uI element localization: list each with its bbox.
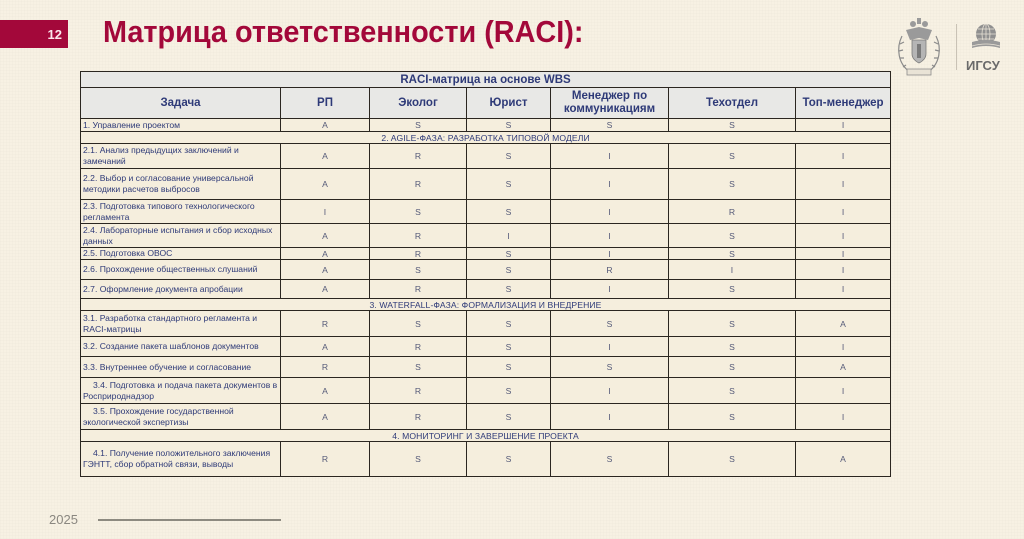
raci-cell: R <box>370 378 467 404</box>
table-row <box>81 357 891 378</box>
raci-cell: A <box>281 224 370 248</box>
table-row <box>81 169 891 200</box>
raci-matrix-table <box>80 71 891 477</box>
raci-cell: S <box>370 260 467 280</box>
igsu-logo-text: ИГСУ <box>966 58 1000 73</box>
table-row <box>81 280 891 299</box>
raci-cell: S <box>551 357 669 378</box>
raci-cell: R <box>370 224 467 248</box>
table-row <box>81 260 891 280</box>
raci-cell: S <box>551 311 669 337</box>
raci-cell: S <box>467 404 551 430</box>
raci-cell: A <box>281 248 370 260</box>
raci-cell: R <box>669 200 796 224</box>
raci-cell: I <box>796 260 891 280</box>
slide-number-badge <box>0 20 68 48</box>
raci-cell: R <box>281 357 370 378</box>
raci-cell: I <box>551 378 669 404</box>
raci-cell: R <box>370 169 467 200</box>
raci-cell: A <box>281 144 370 169</box>
column-header-ecologist: Эколог <box>370 88 467 119</box>
column-header-pm: РП <box>281 88 370 119</box>
column-header-comms-manager: Менеджер по коммуникациям <box>551 88 669 119</box>
table-row <box>81 144 891 169</box>
raci-cell: S <box>467 280 551 299</box>
raci-cell: I <box>796 280 891 299</box>
column-header-task: Задача <box>81 88 281 119</box>
table-row <box>81 200 891 224</box>
raci-cell: S <box>370 442 467 477</box>
column-header-top-manager: Топ-менеджер <box>796 88 891 119</box>
task-label: 3.2. Создание пакета шаблонов документов <box>81 337 281 357</box>
table-row <box>81 311 891 337</box>
raci-cell: S <box>669 357 796 378</box>
task-label: 2.7. Оформление документа апробации <box>81 280 281 299</box>
raci-cell: A <box>796 442 891 477</box>
raci-cell: I <box>281 200 370 224</box>
raci-cell: I <box>551 224 669 248</box>
raci-cell: A <box>281 337 370 357</box>
table-row <box>81 248 891 260</box>
raci-cell: S <box>669 378 796 404</box>
raci-cell: A <box>796 357 891 378</box>
raci-cell: I <box>796 119 891 132</box>
raci-cell: S <box>467 378 551 404</box>
raci-cell: I <box>796 224 891 248</box>
task-label: 3.1. Разработка стандартного регламента и RACI-матрицы <box>81 311 281 337</box>
table-header-row <box>81 88 891 119</box>
raci-cell: A <box>281 169 370 200</box>
raci-cell: S <box>467 200 551 224</box>
task-label: 3.5. Прохождение государственной экологической экспертизы <box>81 404 281 430</box>
task-label: 3.3. Внутреннее обучение и согласование <box>81 357 281 378</box>
table-row <box>81 224 891 248</box>
phase-row <box>81 299 891 311</box>
table-row <box>81 404 891 430</box>
raci-cell: S <box>669 337 796 357</box>
task-label: 2.5. Подготовка ОВОС <box>81 248 281 260</box>
raci-cell: I <box>551 144 669 169</box>
raci-cell: I <box>551 169 669 200</box>
column-header-lawyer: Юрист <box>467 88 551 119</box>
raci-cell: R <box>370 280 467 299</box>
raci-cell: S <box>669 169 796 200</box>
raci-cell: S <box>370 200 467 224</box>
task-label: 2.6. Прохождение общественных слушаний <box>81 260 281 280</box>
raci-cell: R <box>370 248 467 260</box>
slide-title: Матрица ответственности (RACI): <box>103 14 584 49</box>
column-header-tech-dept: Техотдел <box>669 88 796 119</box>
raci-cell: I <box>796 144 891 169</box>
table-row <box>81 337 891 357</box>
raci-cell: I <box>796 248 891 260</box>
footer-year: 2025 <box>49 512 78 527</box>
raci-cell: R <box>551 260 669 280</box>
raci-cell: S <box>467 260 551 280</box>
raci-cell: S <box>551 442 669 477</box>
raci-cell: A <box>281 404 370 430</box>
raci-cell: I <box>551 337 669 357</box>
raci-cell: S <box>669 280 796 299</box>
phase-row <box>81 430 891 442</box>
task-label: 4.1. Получение положительного заключения ГЭНТТ, сбор обратной связи, выводы <box>81 442 281 477</box>
raci-cell: S <box>370 119 467 132</box>
raci-cell: I <box>551 404 669 430</box>
raci-cell: A <box>281 119 370 132</box>
task-label: 2.3. Подготовка типового технологического регламента <box>81 200 281 224</box>
task-label: 2.2. Выбор и согласование универсальной методики расчетов выбросов <box>81 169 281 200</box>
raci-cell: R <box>281 442 370 477</box>
raci-cell: S <box>467 357 551 378</box>
logos <box>890 10 1024 80</box>
phase-label: 2. AGILE-ФАЗА: РАЗРАБОТКА ТИПОВОЙ МОДЕЛИ <box>81 132 891 144</box>
raci-cell: A <box>796 311 891 337</box>
raci-cell: S <box>669 224 796 248</box>
raci-cell: I <box>796 404 891 430</box>
igsu-globe-book-icon <box>968 22 1004 52</box>
raci-cell: I <box>796 169 891 200</box>
raci-cell: R <box>370 144 467 169</box>
raci-cell: R <box>370 404 467 430</box>
raci-cell: S <box>669 404 796 430</box>
table-row <box>81 119 891 132</box>
raci-cell: I <box>551 248 669 260</box>
raci-cell: S <box>669 311 796 337</box>
raci-cell: I <box>467 224 551 248</box>
task-label: 3.4. Подготовка и подача пакета документов в Росприроднадзор <box>81 378 281 404</box>
raci-cell: S <box>370 357 467 378</box>
raci-cell: R <box>281 311 370 337</box>
raci-cell: S <box>467 442 551 477</box>
raci-cell: A <box>281 260 370 280</box>
raci-cell: S <box>467 248 551 260</box>
raci-cell: R <box>370 337 467 357</box>
raci-cell: I <box>551 200 669 224</box>
task-label: 2.1. Анализ предыдущих заключений и замечаний <box>81 144 281 169</box>
raci-cell: A <box>281 280 370 299</box>
slide-number: 12 <box>47 26 62 42</box>
task-label: 1. Управление проектом <box>81 119 281 132</box>
raci-cell: S <box>370 311 467 337</box>
raci-cell: S <box>669 442 796 477</box>
raci-cell: S <box>467 119 551 132</box>
phase-label: 4. МОНИТОРИНГ И ЗАВЕРШЕНИЕ ПРОЕКТА <box>81 430 891 442</box>
raci-cell: S <box>467 337 551 357</box>
table-row <box>81 378 891 404</box>
raci-cell: S <box>467 169 551 200</box>
raci-cell: S <box>551 119 669 132</box>
task-label: 2.4. Лабораторные испытания и сбор исходных данных <box>81 224 281 248</box>
raci-cell: S <box>669 144 796 169</box>
phase-label: 3. WATERFALL-ФАЗА: ФОРМАЛИЗАЦИЯ И ВНЕДРЕНИЕ <box>81 299 891 311</box>
raci-cell: S <box>467 144 551 169</box>
raci-cell: S <box>467 311 551 337</box>
raci-cell: I <box>796 200 891 224</box>
raci-cell: I <box>551 280 669 299</box>
raci-cell: I <box>796 337 891 357</box>
phase-row <box>81 132 891 144</box>
raci-cell: S <box>669 248 796 260</box>
footer-divider <box>98 519 281 521</box>
table-row <box>81 442 891 477</box>
raci-cell: S <box>669 119 796 132</box>
raci-cell: I <box>669 260 796 280</box>
raci-cell: I <box>796 378 891 404</box>
table-title: RACI-матрица на основе WBS <box>81 72 891 88</box>
logo-divider <box>956 24 957 70</box>
raci-cell: A <box>281 378 370 404</box>
coat-of-arms-icon <box>894 14 944 78</box>
